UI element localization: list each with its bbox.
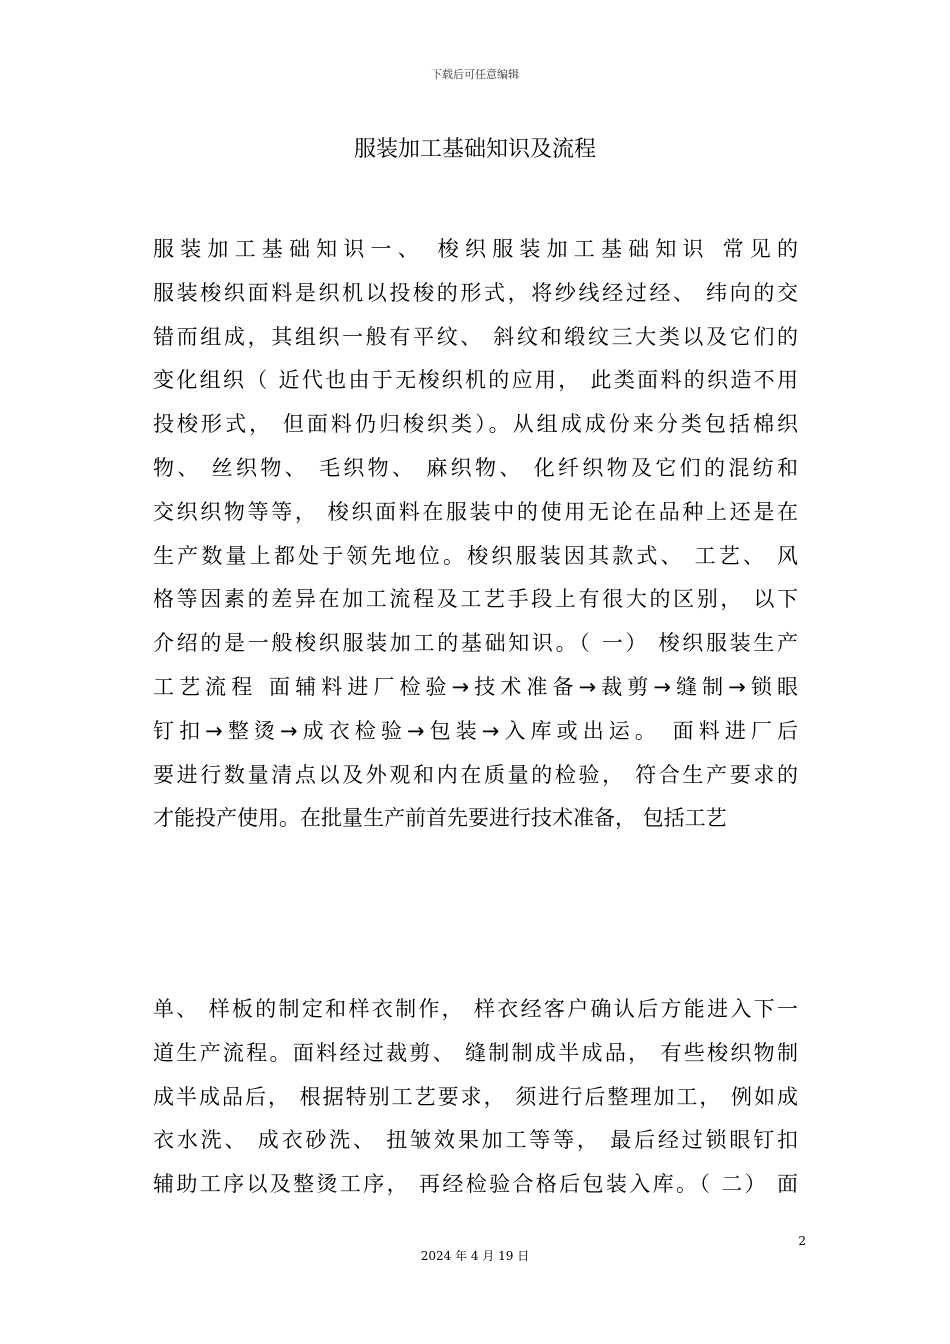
text-line: 才能投产使用。在批量生产前首先要进行技术准备， 包括工艺 [153, 806, 727, 831]
text-line: 交织织物等等， 梭织面料在服装中的使用无论在品种上还是在 [153, 499, 798, 524]
document-title: 服装加工基础知识及流程 [353, 137, 596, 162]
text-line: 变化组织（ 近代也由于无梭织机的应用， 此类面料的织造不用 [153, 368, 798, 393]
text-line: 格等因素的差异在加工流程及工艺手段上有很大的区别， 以下 [153, 587, 798, 612]
text-line: 道生产流程。面料经过裁剪、 缝制制成半成品， 有些梭织物制 [153, 1040, 798, 1065]
text-line: 服装加工基础知识一、 梭织服装加工基础知识 常见的 [153, 237, 798, 261]
header-note: 下载后可任意编辑 [431, 68, 519, 81]
text-line: 介绍的是一般梭织服装加工的基础知识。（ 一） 梭织服装生产 [153, 631, 798, 656]
text-line: 成半成品后， 根据特别工艺要求， 须进行后整理加工， 例如成 [153, 1084, 798, 1109]
page-number: 2 [798, 1234, 806, 1248]
text-line: 投梭形式， 但面料仍归梭织类）。从组成成份来分类包括棉织 [153, 412, 798, 437]
text-line: 错而组成，其组织一般有平纹、 斜纹和缎纹三大类以及它们的 [153, 324, 798, 349]
body-paragraph-2 [153, 988, 798, 1207]
text-line: 生产数量上都处于领先地位。梭织服装因其款式、 工艺、 风 [153, 543, 798, 568]
text-line: 辅助工序以及整烫工序， 再经检验合格后包装入库。（ 二） 面 [153, 1172, 798, 1197]
footer-date: 2024 年 4 月 19 日 [420, 1249, 530, 1263]
text-line: 物、 丝织物、 毛织物、 麻织物、 化纤织物及它们的混纺和 [153, 455, 798, 480]
text-line: 钉扣→整烫→成衣检验→包装→入库或出运。 面料进厂后 [153, 718, 798, 743]
text-line: 服装梭织面料是织机以投梭的形式，将纱线经过经、 纬向的交 [153, 280, 798, 305]
text-line: 单、 样板的制定和样衣制作， 样衣经客户确认后方能进入下一 [153, 997, 798, 1021]
text-line: 衣水洗、 成衣砂洗、 扭皱效果加工等等， 最后经过锁眼钉扣 [153, 1128, 798, 1153]
text-line: 工艺流程 面辅料进厂检验→技术准备→裁剪→缝制→锁眼 [153, 674, 798, 699]
body-paragraph-1 [153, 228, 798, 841]
text-line: 要进行数量清点以及外观和内在质量的检验， 符合生产要求的 [153, 762, 798, 787]
